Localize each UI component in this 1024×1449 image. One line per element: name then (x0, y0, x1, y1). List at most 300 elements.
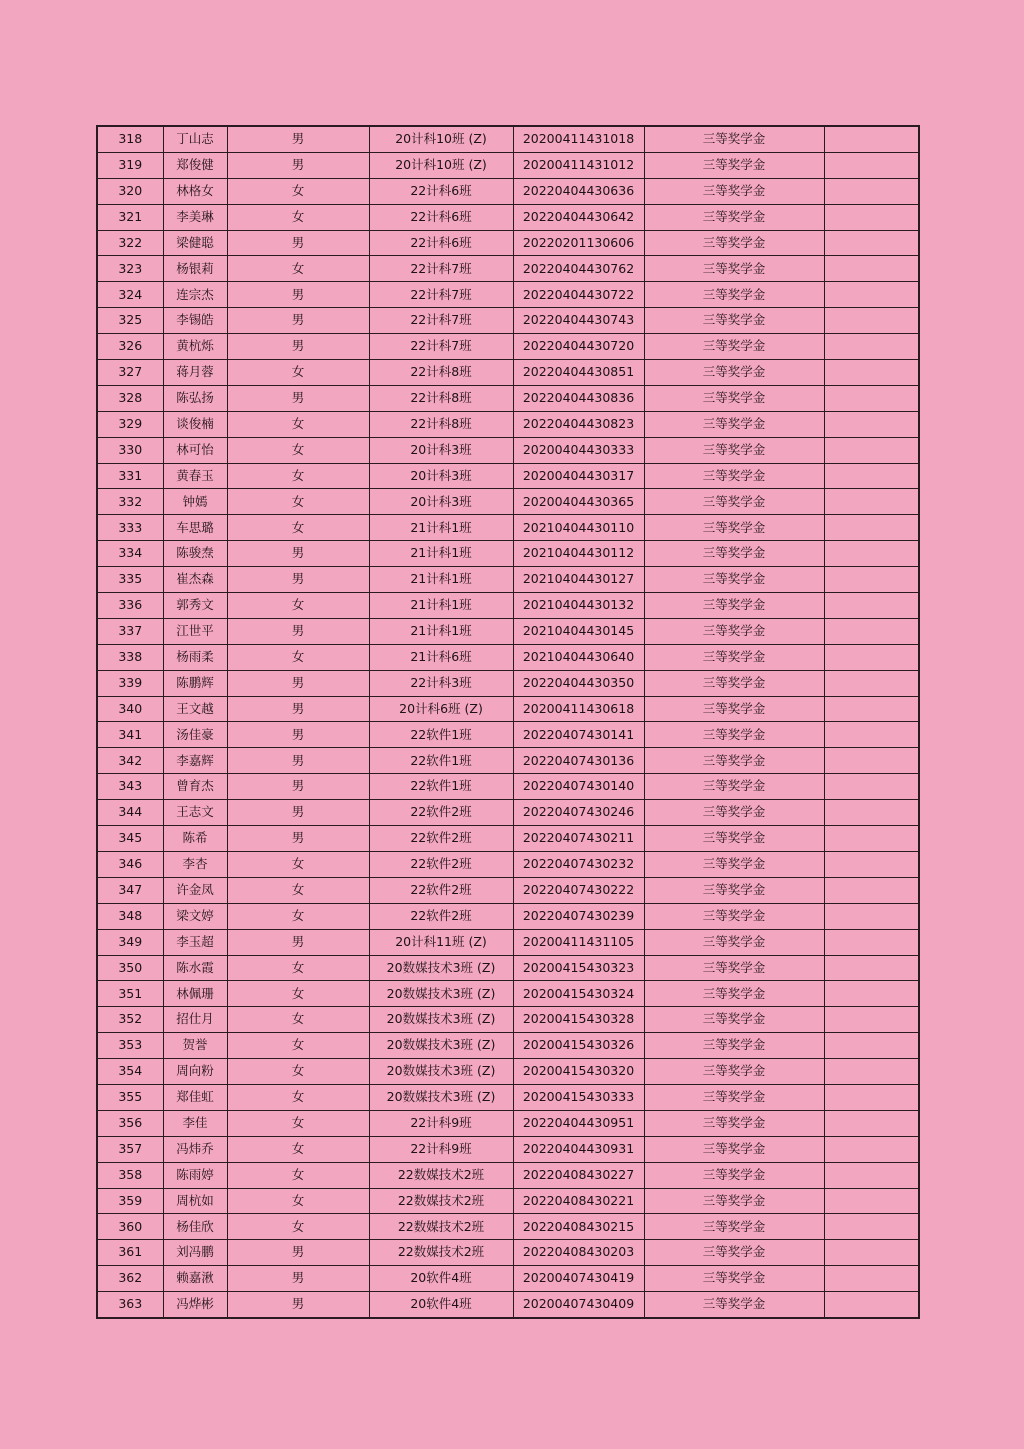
gender-cell: 男 (227, 152, 369, 178)
gender-cell: 男 (227, 541, 369, 567)
table-row (97, 437, 919, 463)
class-cell: 22软件2班 (369, 877, 513, 903)
row-number: 322 (97, 230, 163, 256)
row-number: 360 (97, 1214, 163, 1240)
student-id-cell: 20200411431105 (513, 929, 644, 955)
student-id-cell: 20220408430227 (513, 1162, 644, 1188)
award-cell: 三等奖学金 (644, 955, 824, 981)
class-cell: 20软件4班 (369, 1292, 513, 1318)
row-number: 338 (97, 644, 163, 670)
student-name: 陈骏焘 (163, 541, 227, 567)
table-row (97, 929, 919, 955)
row-number: 357 (97, 1136, 163, 1162)
note-cell (824, 437, 919, 463)
table-row (97, 851, 919, 877)
table-row (97, 981, 919, 1007)
class-cell: 20数媒技术3班 (Z) (369, 981, 513, 1007)
student-id-cell: 20200415430328 (513, 1007, 644, 1033)
class-cell: 22计科9班 (369, 1110, 513, 1136)
gender-cell: 女 (227, 411, 369, 437)
class-cell: 22软件1班 (369, 722, 513, 748)
row-number: 339 (97, 670, 163, 696)
class-cell: 22软件1班 (369, 774, 513, 800)
class-cell: 22计科7班 (369, 334, 513, 360)
award-cell: 三等奖学金 (644, 774, 824, 800)
note-cell (824, 903, 919, 929)
student-id-cell: 20210404430127 (513, 567, 644, 593)
award-cell: 三等奖学金 (644, 826, 824, 852)
gender-cell: 男 (227, 929, 369, 955)
table-row (97, 748, 919, 774)
gender-cell: 女 (227, 903, 369, 929)
note-cell (824, 463, 919, 489)
student-id-cell: 20220404430762 (513, 256, 644, 282)
class-cell: 22计科9班 (369, 1136, 513, 1162)
student-name: 黄春玉 (163, 463, 227, 489)
row-number: 343 (97, 774, 163, 800)
note-cell (824, 1110, 919, 1136)
student-name: 李杏 (163, 851, 227, 877)
table-row (97, 1110, 919, 1136)
student-name: 李佳 (163, 1110, 227, 1136)
row-number: 342 (97, 748, 163, 774)
class-cell: 22计科6班 (369, 204, 513, 230)
class-cell: 20计科6班 (Z) (369, 696, 513, 722)
student-id-cell: 20200411430618 (513, 696, 644, 722)
student-name: 郑俊健 (163, 152, 227, 178)
award-cell: 三等奖学金 (644, 1059, 824, 1085)
note-cell (824, 644, 919, 670)
note-cell (824, 877, 919, 903)
note-cell (824, 385, 919, 411)
gender-cell: 女 (227, 1214, 369, 1240)
table-row (97, 644, 919, 670)
student-id-cell: 20200404430365 (513, 489, 644, 515)
table-row (97, 955, 919, 981)
row-number: 334 (97, 541, 163, 567)
class-cell: 20计科10班 (Z) (369, 152, 513, 178)
student-name: 周向粉 (163, 1059, 227, 1085)
class-cell: 22软件2班 (369, 851, 513, 877)
table-row (97, 774, 919, 800)
student-id-cell: 20200415430333 (513, 1084, 644, 1110)
student-id-cell: 20210404430110 (513, 515, 644, 541)
student-id-cell: 20220201130606 (513, 230, 644, 256)
award-cell: 三等奖学金 (644, 851, 824, 877)
student-name: 丁山志 (163, 126, 227, 152)
note-cell (824, 618, 919, 644)
table-row (97, 1084, 919, 1110)
award-cell: 三等奖学金 (644, 1292, 824, 1318)
student-id-cell: 20200404430333 (513, 437, 644, 463)
gender-cell: 女 (227, 593, 369, 619)
student-name: 林佩珊 (163, 981, 227, 1007)
note-cell (824, 256, 919, 282)
note-cell (824, 1033, 919, 1059)
gender-cell: 女 (227, 1033, 369, 1059)
note-cell (824, 515, 919, 541)
student-id-cell: 20200411431018 (513, 126, 644, 152)
row-number: 321 (97, 204, 163, 230)
award-cell: 三等奖学金 (644, 308, 824, 334)
student-id-cell: 20220404430722 (513, 282, 644, 308)
student-name: 郑佳虹 (163, 1084, 227, 1110)
student-name: 汤佳豪 (163, 722, 227, 748)
table-row (97, 1266, 919, 1292)
student-id-cell: 20210404430640 (513, 644, 644, 670)
table-row (97, 256, 919, 282)
note-cell (824, 1007, 919, 1033)
gender-cell: 男 (227, 1266, 369, 1292)
table-row (97, 1162, 919, 1188)
note-cell (824, 800, 919, 826)
note-cell (824, 567, 919, 593)
note-cell (824, 230, 919, 256)
table-row (97, 1214, 919, 1240)
award-cell: 三等奖学金 (644, 178, 824, 204)
row-number: 323 (97, 256, 163, 282)
note-cell (824, 593, 919, 619)
class-cell: 22软件2班 (369, 800, 513, 826)
class-cell: 20数媒技术3班 (Z) (369, 1033, 513, 1059)
row-number: 329 (97, 411, 163, 437)
award-cell: 三等奖学金 (644, 800, 824, 826)
student-id-cell: 20220404430743 (513, 308, 644, 334)
class-cell: 21计科1班 (369, 515, 513, 541)
student-name: 钟嫣 (163, 489, 227, 515)
note-cell (824, 1162, 919, 1188)
student-name: 冯烨彬 (163, 1292, 227, 1318)
student-id-cell: 20200411431012 (513, 152, 644, 178)
student-name: 李嘉辉 (163, 748, 227, 774)
class-cell: 21计科1班 (369, 541, 513, 567)
award-cell: 三等奖学金 (644, 230, 824, 256)
row-number: 359 (97, 1188, 163, 1214)
table-row (97, 800, 919, 826)
row-number: 352 (97, 1007, 163, 1033)
class-cell: 22计科3班 (369, 670, 513, 696)
gender-cell: 女 (227, 851, 369, 877)
row-number: 331 (97, 463, 163, 489)
award-cell: 三等奖学金 (644, 1214, 824, 1240)
table-row (97, 308, 919, 334)
student-name: 周杭如 (163, 1188, 227, 1214)
table-row (97, 593, 919, 619)
note-cell (824, 851, 919, 877)
class-cell: 22数媒技术2班 (369, 1214, 513, 1240)
award-cell: 三等奖学金 (644, 515, 824, 541)
gender-cell: 男 (227, 800, 369, 826)
student-name: 梁文婷 (163, 903, 227, 929)
row-number: 318 (97, 126, 163, 152)
student-name: 车思璐 (163, 515, 227, 541)
award-cell: 三等奖学金 (644, 877, 824, 903)
award-cell: 三等奖学金 (644, 437, 824, 463)
row-number: 361 (97, 1240, 163, 1266)
award-cell: 三等奖学金 (644, 748, 824, 774)
student-name: 江世平 (163, 618, 227, 644)
note-cell (824, 411, 919, 437)
student-id-cell: 20210404430145 (513, 618, 644, 644)
row-number: 332 (97, 489, 163, 515)
student-name: 李锡皓 (163, 308, 227, 334)
table-row (97, 1007, 919, 1033)
student-name: 王文越 (163, 696, 227, 722)
student-name: 杨雨柔 (163, 644, 227, 670)
gender-cell: 女 (227, 955, 369, 981)
student-id-cell: 20220407430239 (513, 903, 644, 929)
student-name: 杨银莉 (163, 256, 227, 282)
student-id-cell: 20200415430324 (513, 981, 644, 1007)
row-number: 320 (97, 178, 163, 204)
award-cell: 三等奖学金 (644, 722, 824, 748)
note-cell (824, 696, 919, 722)
student-id-cell: 20210404430112 (513, 541, 644, 567)
row-number: 327 (97, 360, 163, 386)
class-cell: 22计科7班 (369, 308, 513, 334)
award-cell: 三等奖学金 (644, 126, 824, 152)
class-cell: 22软件2班 (369, 826, 513, 852)
student-name: 陈水霞 (163, 955, 227, 981)
class-cell: 20数媒技术3班 (Z) (369, 1007, 513, 1033)
note-cell (824, 1292, 919, 1318)
table-row (97, 670, 919, 696)
award-cell: 三等奖学金 (644, 903, 824, 929)
note-cell (824, 1136, 919, 1162)
row-number: 363 (97, 1292, 163, 1318)
student-id-cell: 20220407430232 (513, 851, 644, 877)
gender-cell: 男 (227, 308, 369, 334)
student-id-cell: 20220404430720 (513, 334, 644, 360)
award-cell: 三等奖学金 (644, 489, 824, 515)
student-name: 陈希 (163, 826, 227, 852)
gender-cell: 女 (227, 1084, 369, 1110)
row-number: 336 (97, 593, 163, 619)
note-cell (824, 282, 919, 308)
row-number: 356 (97, 1110, 163, 1136)
table-row (97, 515, 919, 541)
gender-cell: 男 (227, 722, 369, 748)
note-cell (824, 360, 919, 386)
gender-cell: 男 (227, 567, 369, 593)
student-name: 陈雨婷 (163, 1162, 227, 1188)
row-number: 328 (97, 385, 163, 411)
student-id-cell: 20220408430215 (513, 1214, 644, 1240)
row-number: 358 (97, 1162, 163, 1188)
class-cell: 21计科1班 (369, 593, 513, 619)
row-number: 354 (97, 1059, 163, 1085)
award-cell: 三等奖学金 (644, 1033, 824, 1059)
note-cell (824, 670, 919, 696)
gender-cell: 男 (227, 126, 369, 152)
student-id-cell: 20220408430203 (513, 1240, 644, 1266)
class-cell: 22数媒技术2班 (369, 1188, 513, 1214)
table-row (97, 722, 919, 748)
student-id-cell: 20220404430931 (513, 1136, 644, 1162)
gender-cell: 女 (227, 256, 369, 282)
gender-cell: 男 (227, 696, 369, 722)
note-cell (824, 774, 919, 800)
award-cell: 三等奖学金 (644, 593, 824, 619)
table-row (97, 489, 919, 515)
class-cell: 20数媒技术3班 (Z) (369, 1084, 513, 1110)
note-cell (824, 152, 919, 178)
gender-cell: 女 (227, 644, 369, 670)
note-cell (824, 1214, 919, 1240)
note-cell (824, 722, 919, 748)
row-number: 326 (97, 334, 163, 360)
student-id-cell: 20220404430951 (513, 1110, 644, 1136)
class-cell: 21计科1班 (369, 567, 513, 593)
student-id-cell: 20220404430836 (513, 385, 644, 411)
student-id-cell: 20220407430211 (513, 826, 644, 852)
gender-cell: 女 (227, 204, 369, 230)
row-number: 319 (97, 152, 163, 178)
table-row (97, 1033, 919, 1059)
gender-cell: 女 (227, 1110, 369, 1136)
award-cell: 三等奖学金 (644, 1266, 824, 1292)
gender-cell: 男 (227, 826, 369, 852)
student-name: 蒋月蓉 (163, 360, 227, 386)
row-number: 347 (97, 877, 163, 903)
table-row (97, 360, 919, 386)
note-cell (824, 981, 919, 1007)
class-cell: 20计科10班 (Z) (369, 126, 513, 152)
class-cell: 22计科8班 (369, 360, 513, 386)
award-cell: 三等奖学金 (644, 152, 824, 178)
row-number: 335 (97, 567, 163, 593)
table-row (97, 1188, 919, 1214)
gender-cell: 女 (227, 1136, 369, 1162)
student-id-cell: 20220404430851 (513, 360, 644, 386)
gender-cell: 女 (227, 1059, 369, 1085)
student-name: 陈鹏辉 (163, 670, 227, 696)
class-cell: 21计科1班 (369, 618, 513, 644)
class-cell: 20数媒技术3班 (Z) (369, 955, 513, 981)
table-row (97, 334, 919, 360)
row-number: 350 (97, 955, 163, 981)
award-cell: 三等奖学金 (644, 1240, 824, 1266)
award-cell: 三等奖学金 (644, 567, 824, 593)
student-name: 连宗杰 (163, 282, 227, 308)
student-id-cell: 20200415430320 (513, 1059, 644, 1085)
table-row (97, 567, 919, 593)
award-cell: 三等奖学金 (644, 670, 824, 696)
student-id-cell: 20220404430350 (513, 670, 644, 696)
award-cell: 三等奖学金 (644, 981, 824, 1007)
award-cell: 三等奖学金 (644, 929, 824, 955)
table-row (97, 1136, 919, 1162)
table-row (97, 126, 919, 152)
award-cell: 三等奖学金 (644, 334, 824, 360)
student-id-cell: 20220408430221 (513, 1188, 644, 1214)
student-id-cell: 20220407430246 (513, 800, 644, 826)
class-cell: 22计科7班 (369, 256, 513, 282)
gender-cell: 男 (227, 282, 369, 308)
gender-cell: 男 (227, 774, 369, 800)
award-cell: 三等奖学金 (644, 696, 824, 722)
student-name: 林可怡 (163, 437, 227, 463)
table-row (97, 696, 919, 722)
award-cell: 三等奖学金 (644, 463, 824, 489)
award-cell: 三等奖学金 (644, 360, 824, 386)
gender-cell: 女 (227, 360, 369, 386)
table-row (97, 1292, 919, 1318)
gender-cell: 女 (227, 877, 369, 903)
row-number: 337 (97, 618, 163, 644)
note-cell (824, 126, 919, 152)
class-cell: 22软件1班 (369, 748, 513, 774)
note-cell (824, 955, 919, 981)
gender-cell: 男 (227, 748, 369, 774)
table-row (97, 463, 919, 489)
note-cell (824, 826, 919, 852)
student-name: 崔杰森 (163, 567, 227, 593)
gender-cell: 男 (227, 1292, 369, 1318)
award-cell: 三等奖学金 (644, 204, 824, 230)
gender-cell: 女 (227, 515, 369, 541)
student-id-cell: 20200407430419 (513, 1266, 644, 1292)
class-cell: 22计科8班 (369, 385, 513, 411)
table-row (97, 1240, 919, 1266)
note-cell (824, 1240, 919, 1266)
award-cell: 三等奖学金 (644, 1136, 824, 1162)
table-body (97, 126, 919, 1318)
gender-cell: 女 (227, 463, 369, 489)
gender-cell: 男 (227, 670, 369, 696)
row-number: 341 (97, 722, 163, 748)
table-row (97, 385, 919, 411)
note-cell (824, 1188, 919, 1214)
table-row (97, 1059, 919, 1085)
table-row (97, 618, 919, 644)
student-id-cell: 20220407430140 (513, 774, 644, 800)
student-id-cell: 20220407430222 (513, 877, 644, 903)
row-number: 333 (97, 515, 163, 541)
gender-cell: 男 (227, 334, 369, 360)
class-cell: 22计科6班 (369, 230, 513, 256)
note-cell (824, 748, 919, 774)
table-row (97, 541, 919, 567)
student-name: 贺誉 (163, 1033, 227, 1059)
student-id-cell: 20220407430141 (513, 722, 644, 748)
class-cell: 22数媒技术2班 (369, 1240, 513, 1266)
class-cell: 20软件4班 (369, 1266, 513, 1292)
student-name: 李美琳 (163, 204, 227, 230)
award-cell: 三等奖学金 (644, 411, 824, 437)
table-row (97, 230, 919, 256)
gender-cell: 男 (227, 385, 369, 411)
note-cell (824, 1266, 919, 1292)
student-name: 王志文 (163, 800, 227, 826)
gender-cell: 女 (227, 981, 369, 1007)
gender-cell: 男 (227, 230, 369, 256)
class-cell: 20计科3班 (369, 437, 513, 463)
student-name: 刘冯鹏 (163, 1240, 227, 1266)
table-row (97, 152, 919, 178)
gender-cell: 男 (227, 618, 369, 644)
student-id-cell: 20220404430823 (513, 411, 644, 437)
note-cell (824, 334, 919, 360)
gender-cell: 男 (227, 1240, 369, 1266)
student-name: 杨佳欣 (163, 1214, 227, 1240)
award-cell: 三等奖学金 (644, 1007, 824, 1033)
student-id-cell: 20220404430642 (513, 204, 644, 230)
row-number: 362 (97, 1266, 163, 1292)
table-row (97, 204, 919, 230)
student-id-cell: 20200415430326 (513, 1033, 644, 1059)
table-row (97, 178, 919, 204)
